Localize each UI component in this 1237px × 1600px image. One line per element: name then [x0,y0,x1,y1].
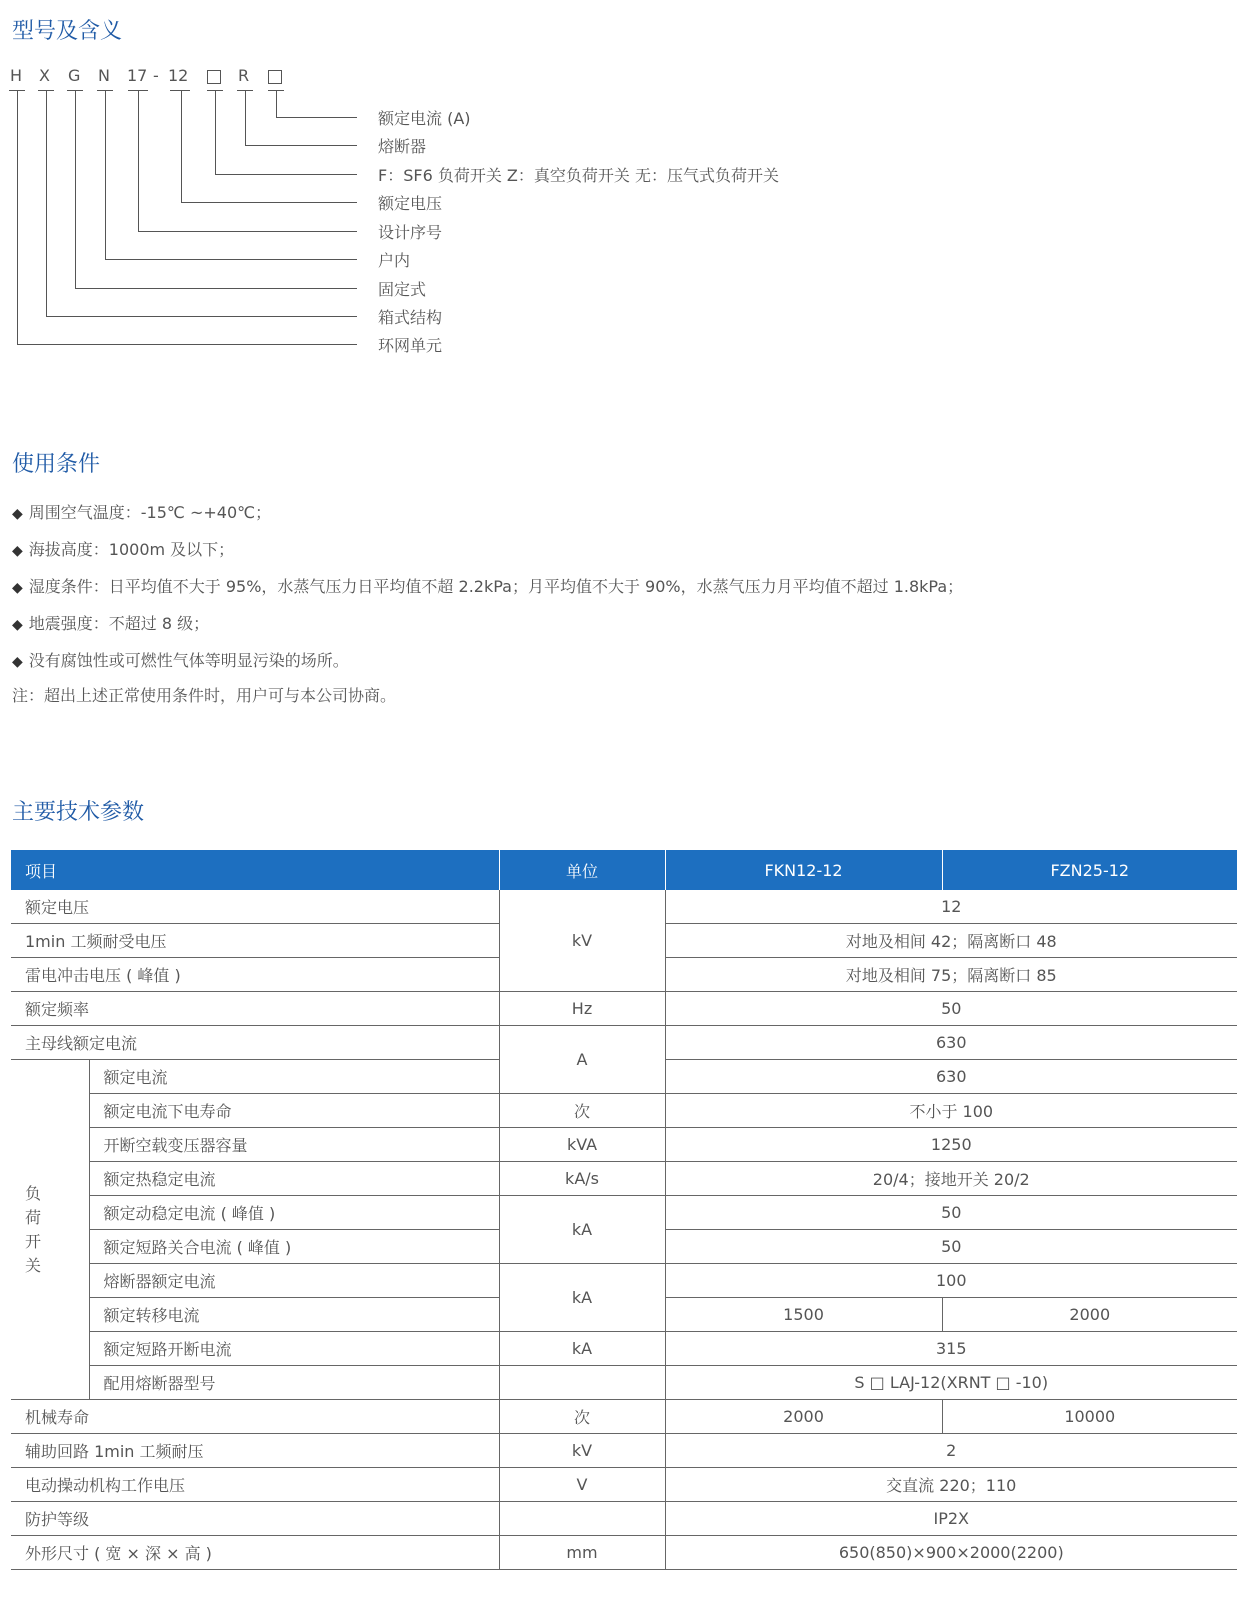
list-item: ◆ 地震强度：不超过 8 级； [12,614,210,633]
table-row: 主母线额定电流 A 630 [11,1026,1237,1060]
diamond-bullet-icon: ◆ [12,654,23,670]
table-row: 辅助回路 1min 工频耐压 kV 2 [11,1434,1237,1468]
section-title-specs: 主要技术参数 [12,800,145,825]
list-item: ◆ 没有腐蚀性或可燃性气体等明显污染的场所。 [12,651,349,670]
table-row: 额定短路开断电流 kA 315 [11,1332,1237,1366]
table-row: 负 荷 开 关 额定电流 630 [11,1060,1237,1094]
diamond-bullet-icon: ◆ [12,617,23,633]
list-item: ◆ 海拔高度：1000m 及以下； [12,540,235,559]
table-row: 雷电冲击电压 ( 峰值 ) 对地及相间 75；隔离断口 85 [11,958,1237,992]
meaning-box-structure: 箱式结构 [378,308,443,327]
meaning-switch-type: F：SF6 负荷开关 Z：真空负荷开关 无：压气式负荷开关 [378,166,779,185]
meaning-rated-current: 额定电流 (A) [378,109,471,128]
table-row: 外形尺寸 ( 宽 × 深 × 高 ) mm 650(850)×900×2000(2200) [11,1536,1237,1570]
code-char-dash: - [153,66,159,85]
code-char-x: X [39,66,50,85]
table-row: 防护等级 IP2X [11,1502,1237,1536]
meaning-design-seq: 设计序号 [378,223,443,242]
meaning-ring-unit: 环网单元 [378,336,443,355]
table-row: 额定电压 kV 12 [11,890,1237,924]
code-char-12: 12 [168,66,189,85]
header-item: 项目 [11,850,499,890]
meaning-rated-voltage: 额定电压 [378,194,443,213]
diamond-bullet-icon: ◆ [12,506,23,522]
conditions-list [12,500,963,685]
table-row: 额定转移电流 1500 2000 [11,1298,1237,1332]
meaning-fixed: 固定式 [378,280,427,299]
code-char-r: R [238,66,250,85]
table-row: 电动操动机构工作电压 V 交直流 220；110 [11,1468,1237,1502]
table-header-row [11,850,1237,890]
meaning-indoor: 户内 [378,251,411,270]
diamond-bullet-icon: ◆ [12,543,23,559]
meaning-fuse: 熔断器 [378,137,427,156]
header-fkn: FKN12-12 [665,850,942,890]
conditions-note: 注：超出上述正常使用条件时，用户可与本公司协商。 [12,686,397,705]
section-title-model: 型号及含义 [12,19,123,44]
header-fzn: FZN25-12 [942,850,1237,890]
spec-table [11,850,1237,1570]
table-row: 额定电流下电寿命 次 不小于 100 [11,1094,1237,1128]
table-row: 配用熔断器型号 S □ LAJ-12(XRNT □ -10) [11,1366,1237,1400]
code-box-current [268,70,282,84]
list-item: ◆ 湿度条件：日平均值不大于 95%，水蒸气压力日平均值不超 2.2kPa；月平均值不大于 90%，水蒸气压力月平均值不超过 1.8kPa； [12,577,964,596]
section-title-conditions: 使用条件 [12,452,101,477]
code-char-17: 17 [127,66,148,85]
code-char-h: H [10,66,23,85]
model-code-diagram [0,60,900,370]
table-row: 熔断器额定电流 kA 100 [11,1264,1237,1298]
table-row: 开断空载变压器容量 kVA 1250 [11,1128,1237,1162]
table-row: 额定动稳定电流 ( 峰值 ) kA 50 [11,1196,1237,1230]
table-row: 额定短路关合电流 ( 峰值 ) 50 [11,1230,1237,1264]
table-row: 1min 工频耐受电压 对地及相间 42；隔离断口 48 [11,924,1237,958]
table-row: 额定热稳定电流 kA/s 20/4；接地开关 20/2 [11,1162,1237,1196]
group-label-load-switch: 负 荷 开 关 [11,1060,89,1400]
diamond-bullet-icon: ◆ [12,580,23,596]
code-char-g: G [68,66,81,85]
table-row: 机械寿命 次 2000 10000 [11,1400,1237,1434]
list-item: ◆ 周围空气温度：-15℃ ~+40℃； [12,503,272,522]
code-char-n: N [98,66,110,85]
table-row: 额定频率 Hz 50 [11,992,1237,1026]
code-box-switch-type [207,70,221,84]
header-unit: 单位 [499,850,665,890]
